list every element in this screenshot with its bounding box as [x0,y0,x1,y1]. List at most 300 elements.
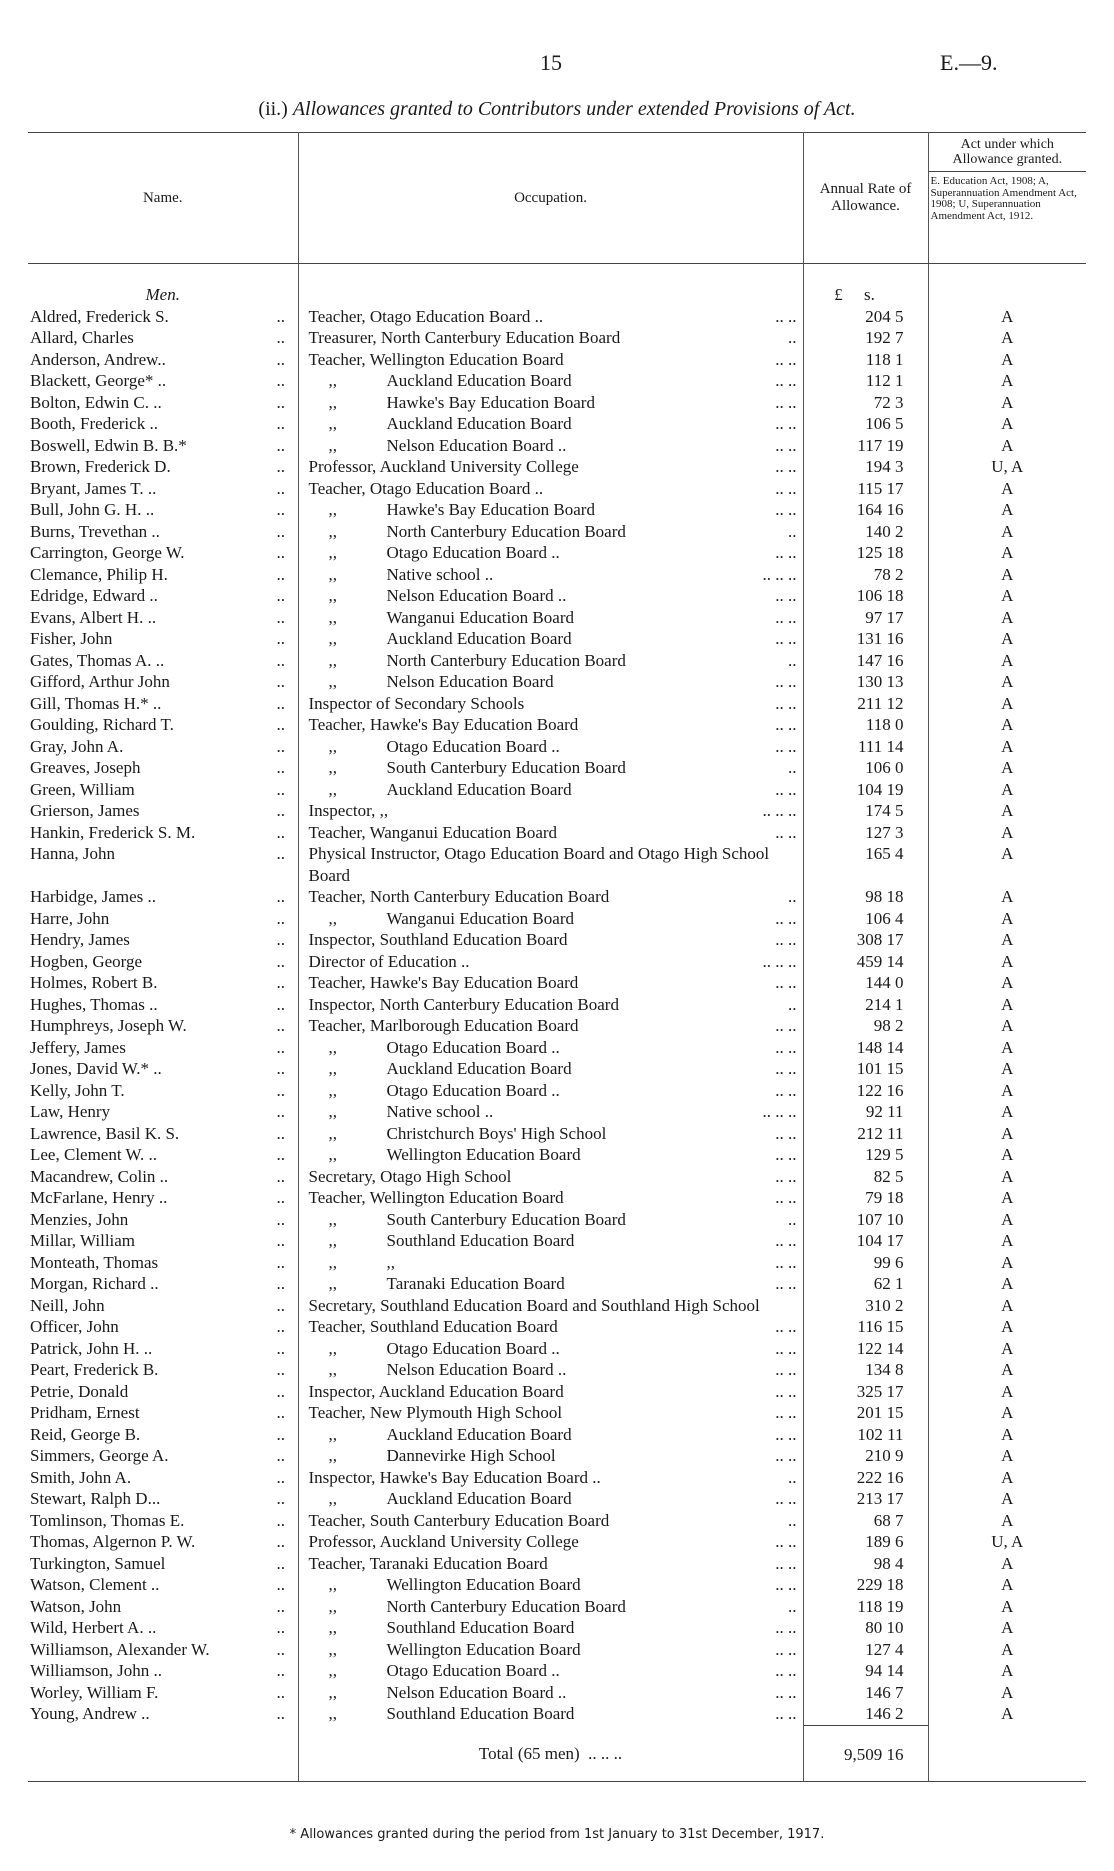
row-name-dots: .. [268,499,298,521]
row-occupation [298,1703,803,1725]
row-occupation [298,413,803,435]
row-occupation [298,1209,803,1231]
row-occupation [298,1402,803,1424]
row-occupation [298,607,803,629]
row-rate: 112 1 [803,370,928,392]
row-name: Tomlinson, Thomas E. [30,1510,185,1530]
row-occupation-text: Wanganui Education Board [386,908,574,928]
row-rate: 144 0 [803,972,928,994]
row-act: A [1001,650,1014,670]
row-act: A [1001,951,1014,971]
row-occupation [298,1080,803,1102]
row-name-dots: .. [268,435,298,457]
row-occupation-dots: .. [788,1510,797,1530]
row-rate: 140 2 [803,521,928,543]
row-occupation [298,800,803,822]
row-occupation-dots: .. .. .. [762,564,797,584]
row-occupation [298,1682,803,1704]
row-occupation-text: Nelson Education Board .. [386,1682,567,1702]
table-row [28,413,1086,435]
table-row [28,478,1086,500]
row-act: A [1001,693,1014,713]
table-row [28,499,1086,521]
row-name: Kelly, John T. [30,1080,125,1100]
row-occupation [298,1617,803,1639]
row-occupation [298,1424,803,1446]
row-occupation-dots: .. .. [775,306,797,326]
table-row [28,1058,1086,1080]
row-occupation [298,521,803,543]
table-row [28,585,1086,607]
row-rate: 122 14 [803,1338,928,1360]
row-name: Lee, Clement W. .. [30,1145,158,1164]
row-ditto: ,, [328,414,338,433]
row-act: A [1001,564,1014,584]
row-name-dots: .. [268,542,298,564]
row-occupation [298,1187,803,1209]
row-occupation-dots: .. .. [775,1231,797,1250]
row-act: A [1001,973,1014,992]
row-rate: 111 14 [803,736,928,758]
row-rate: 131 16 [803,628,928,650]
row-occupation-dots: .. .. [775,973,797,992]
row-occupation [298,392,803,414]
row-rate: 147 16 [803,650,928,672]
row-name: Hendry, James [30,930,130,949]
row-name: Humphreys, Joseph W. [30,1016,187,1035]
row-name-dots: .. [268,413,298,435]
table-row [28,671,1086,693]
row-occupation-text: Wellington Education Board [386,1145,581,1164]
total-value: 9,509 16 [803,1725,928,1782]
row-name-dots: .. [268,1488,298,1510]
row-act: A [1001,392,1014,412]
row-ditto: ,, [328,1618,338,1637]
row-act: A [1001,586,1014,605]
row-rate: 204 5 [803,306,928,328]
row-name: Carrington, George W. [30,543,185,562]
row-rate: 78 2 [803,564,928,586]
row-name: Turkington, Samuel [30,1553,166,1573]
row-ditto: ,, [328,758,338,777]
row-name-dots: .. [268,972,298,994]
row-name-dots: .. [268,456,298,478]
row-rate: 98 18 [803,886,928,908]
table-row [28,392,1086,414]
row-name: Williamson, Alexander W. [30,1639,210,1659]
row-occupation [298,1338,803,1360]
row-name: Allard, Charles [30,328,134,347]
row-occupation [298,650,803,672]
row-act: A [1001,887,1014,906]
units-pounds: £ [834,285,843,304]
row-occupation [298,1273,803,1295]
row-name-dots: .. [268,349,298,371]
row-name-dots: .. [268,564,298,586]
row-name: Wild, Herbert A. .. [30,1618,157,1637]
row-name: Burns, Trevethan .. [30,521,160,541]
row-occupation [298,951,803,973]
row-rate: 127 3 [803,822,928,844]
table-row [28,757,1086,779]
row-occupation-dots: .. .. [775,693,797,713]
row-occupation-text: Auckland Education Board [386,779,572,799]
row-occupation [298,1123,803,1145]
row-occupation-dots: .. .. [775,1682,797,1702]
row-ditto: ,, [328,500,338,519]
row-occupation [298,1359,803,1381]
row-name: Edridge, Edward .. [30,586,158,605]
row-act: A [1001,1317,1014,1336]
row-name-dots: .. [268,1510,298,1532]
row-act: A [1001,1682,1014,1702]
row-name: Booth, Frederick .. [30,414,158,433]
row-ditto: ,, [328,521,338,541]
row-name: Williamson, John .. [30,1661,163,1680]
row-rate: 308 17 [803,929,928,951]
row-occupation-dots: .. .. [775,908,797,928]
table-row [28,886,1086,908]
row-name-dots: .. [268,736,298,758]
table-row [28,1166,1086,1188]
row-occupation-dots: .. .. [775,1166,797,1186]
row-act: A [1001,1553,1014,1573]
row-occupation [298,929,803,951]
row-rate: 92 11 [803,1101,928,1123]
table-row [28,1015,1086,1037]
row-occupation-dots: .. .. [775,457,797,476]
table-row [28,564,1086,586]
row-occupation-text: Auckland Education Board [386,629,572,648]
row-occupation [298,435,803,457]
row-act: A [1001,1059,1014,1078]
row-ditto: ,, [328,1037,338,1057]
row-occupation-text: Nelson Education Board .. [386,586,567,605]
table-row [28,1488,1086,1510]
row-ditto: ,, [328,1338,338,1358]
row-act: A [1001,1575,1014,1594]
row-name-dots: .. [268,1080,298,1102]
row-occupation-dots: .. .. [775,586,797,605]
row-act: A [1001,672,1014,691]
row-occupation [298,972,803,994]
row-act: A [1001,1704,1014,1723]
row-occupation-text: North Canterbury Education Board [386,650,626,670]
table-row [28,1359,1086,1381]
row-name-dots: .. [268,1617,298,1639]
row-ditto: ,, [328,607,338,627]
col-header-rate: Annual Rate of Allowance. [803,133,928,264]
row-rate: 222 16 [803,1467,928,1489]
row-occupation [298,1574,803,1596]
row-occupation [298,736,803,758]
row-act: A [1001,607,1014,627]
row-occupation-text: Inspector, Auckland Education Board [308,1381,564,1401]
col-header-act [928,133,1086,264]
row-name: Watson, John [30,1596,122,1616]
row-occupation-dots: .. .. [775,1274,797,1293]
row-name-dots: .. [268,908,298,930]
allowances-table [28,132,1086,1782]
row-name: Pridham, Ernest [30,1403,140,1422]
row-rate: 106 4 [803,908,928,930]
row-rate: 146 2 [803,1703,928,1725]
row-name: Worley, William F. [30,1682,159,1702]
row-name: Gates, Thomas A. .. [30,650,165,670]
row-name-dots: .. [268,929,298,951]
row-name: Jones, David W.* .. [30,1059,162,1078]
row-name-dots: .. [268,1101,298,1123]
row-occupation-text: Inspector, Southland Education Board [308,930,568,949]
row-act: A [1001,1231,1014,1250]
row-occupation [298,327,803,349]
row-act: A [1001,1338,1014,1358]
row-occupation-text: Teacher, Otago Education Board .. [308,306,544,326]
row-name: Officer, John [30,1317,119,1336]
row-ditto: ,, [328,1252,338,1272]
row-occupation-dots: .. .. [775,779,797,799]
table-row [28,1037,1086,1059]
table-row [28,1510,1086,1532]
row-occupation [298,456,803,478]
row-rate: 146 7 [803,1682,928,1704]
row-occupation-dots: .. .. [775,822,797,842]
row-rate: 97 17 [803,607,928,629]
row-occupation-text: Teacher, South Canterbury Education Board [308,1510,610,1530]
row-occupation-text: Teacher, Taranaki Education Board [308,1553,548,1573]
row-occupation [298,478,803,500]
row-act: A [1001,349,1014,369]
row-rate: 201 15 [803,1402,928,1424]
row-ditto: ,, [328,1123,338,1143]
row-occupation [298,843,803,886]
row-name-dots: .. [268,757,298,779]
table-row [28,1424,1086,1446]
table-row [28,843,1086,886]
row-name-dots: .. [268,886,298,908]
row-name-dots: .. [268,1273,298,1295]
row-occupation [298,1445,803,1467]
row-occupation-dots: .. .. [775,1059,797,1078]
row-act: A [1001,543,1014,562]
row-act: A [1001,1274,1014,1293]
row-ditto: ,, [328,564,338,584]
row-occupation [298,1316,803,1338]
row-occupation-text: Inspector, North Canterbury Education Board [308,994,619,1014]
row-ditto: ,, [328,1661,338,1680]
table-row [28,1230,1086,1252]
row-act: A [1001,1424,1014,1444]
table-row [28,1123,1086,1145]
row-occupation-text: Treasurer, North Canterbury Education Board [308,328,621,347]
row-act: A [1001,1102,1014,1121]
row-occupation [298,671,803,693]
row-name-dots: .. [268,1338,298,1360]
row-occupation-text: Wellington Education Board [386,1575,581,1594]
row-occupation-dots: .. .. [775,1360,797,1379]
row-occupation-text: Teacher, Otago Education Board .. [308,478,544,498]
row-name: Monteath, Thomas [30,1252,159,1272]
table-row [28,1144,1086,1166]
row-name: Patrick, John H. .. [30,1338,153,1358]
units-label [803,264,928,306]
row-name: Evans, Albert H. .. [30,607,157,627]
row-act: A [1001,1037,1014,1057]
table-row [28,1531,1086,1553]
table-row [28,779,1086,801]
row-occupation-text: Nelson Education Board .. [386,435,567,455]
row-name-dots: .. [268,1639,298,1661]
row-rate: 127 4 [803,1639,928,1661]
row-name: Blackett, George* .. [30,371,167,390]
table-row [28,435,1086,457]
row-occupation-dots: .. .. [775,1123,797,1143]
row-act: A [1001,1467,1014,1487]
row-rate: 212 11 [803,1123,928,1145]
row-rate: 129 5 [803,1144,928,1166]
units-shillings: s. [863,285,875,304]
row-name: Law, Henry [30,1102,111,1121]
row-name-dots: .. [268,843,298,886]
row-occupation-text: Secretary, Otago High School [308,1166,512,1186]
table-row [28,1617,1086,1639]
table-row [28,994,1086,1016]
row-occupation-text: Teacher, Wellington Education Board [308,349,564,369]
table-row [28,521,1086,543]
row-act: A [1001,779,1014,799]
row-ditto: ,, [328,435,338,455]
row-ditto: ,, [328,1209,338,1229]
row-act: A [1001,435,1014,455]
row-ditto: ,, [328,543,338,562]
row-act: A [1001,521,1014,541]
row-rate: 189 6 [803,1531,928,1553]
row-name: Harre, John [30,908,110,928]
row-occupation-text: Auckland Education Board [386,1424,572,1444]
row-occupation-text: Otago Education Board .. [386,543,560,562]
row-occupation [298,757,803,779]
table-row [28,349,1086,371]
row-occupation-dots: .. .. [775,392,797,412]
row-name: Menzies, John [30,1209,129,1229]
row-rate: 80 10 [803,1617,928,1639]
row-occupation-dots: .. .. [775,1080,797,1100]
row-act: A [1001,1123,1014,1143]
title-text: Allowances granted to Contributors under extended Provisions of Act. [292,98,856,120]
row-occupation [298,1467,803,1489]
row-occupation-dots: .. .. [775,736,797,756]
row-occupation-dots: .. .. [775,1403,797,1422]
row-name: Neill, John [30,1295,105,1315]
row-name-dots: .. [268,1295,298,1317]
row-rate: 106 18 [803,585,928,607]
row-name: Clemance, Philip H. [30,564,168,584]
row-occupation-dots: .. .. [775,435,797,455]
row-rate: 72 3 [803,392,928,414]
table-row [28,306,1086,328]
row-name-dots: .. [268,1424,298,1446]
row-rate: 99 6 [803,1252,928,1274]
table-row [28,1596,1086,1618]
row-act: A [1001,822,1014,842]
row-occupation-text: Director of Education .. [308,951,470,971]
table-row [28,1445,1086,1467]
table-row [28,1295,1086,1317]
table-row [28,1080,1086,1102]
row-occupation-dots: .. .. [775,1446,797,1465]
table-row [28,1553,1086,1575]
row-name-dots: .. [268,1144,298,1166]
row-occupation [298,714,803,736]
row-act: A [1001,1360,1014,1379]
row-rate: 134 8 [803,1359,928,1381]
row-ditto: ,, [328,1080,338,1100]
row-act: A [1001,1489,1014,1508]
row-occupation-dots: .. .. [775,930,797,949]
row-act: A [1001,1618,1014,1637]
row-occupation-dots: .. .. [775,1016,797,1035]
row-occupation-text: Native school .. [386,564,494,584]
row-act: A [1001,994,1014,1014]
table-row [28,908,1086,930]
row-occupation-text: Auckland Education Board [386,1489,572,1508]
table-row [28,1252,1086,1274]
row-occupation-text: Teacher, Wanganui Education Board [308,822,558,842]
row-name-dots: .. [268,994,298,1016]
row-occupation [298,908,803,930]
row-rate: 118 1 [803,349,928,371]
row-occupation-dots: .. .. .. [762,801,797,820]
table-row [28,1187,1086,1209]
row-rate: 104 19 [803,779,928,801]
row-rate: 68 7 [803,1510,928,1532]
row-occupation [298,1144,803,1166]
row-occupation [298,1596,803,1618]
row-occupation [298,1037,803,1059]
row-occupation-text: Inspector, Hawke's Bay Education Board .. [308,1467,601,1487]
row-rate: 459 14 [803,951,928,973]
row-occupation-dots: .. .. [775,1317,797,1336]
row-rate: 94 14 [803,1660,928,1682]
row-occupation-dots: .. .. [775,607,797,627]
row-occupation [298,628,803,650]
row-ditto: ,, [328,1231,338,1250]
row-act: A [1001,1016,1014,1035]
row-name-dots: .. [268,1402,298,1424]
row-occupation-dots: .. [788,650,797,670]
row-name: Lawrence, Basil K. S. [30,1123,180,1143]
table-row [28,1316,1086,1338]
row-occupation-text: Teacher, Southland Education Board [308,1317,558,1336]
row-occupation-text: Southland Education Board [386,1231,575,1250]
row-occupation-dots: .. .. [775,1618,797,1637]
row-name-dots: .. [268,1531,298,1553]
row-rate: 192 7 [803,327,928,349]
row-rate: 229 18 [803,1574,928,1596]
row-act: A [1001,629,1014,648]
row-occupation-text: Auckland Education Board [386,371,572,390]
row-ditto: ,, [328,1639,338,1659]
row-name-dots: .. [268,714,298,736]
row-act: A [1001,1145,1014,1164]
row-occupation-text: Otago Education Board .. [386,1661,560,1680]
page-code: E.—9. [940,50,998,75]
row-act: A [1001,1188,1014,1207]
row-name-dots: .. [268,822,298,844]
row-occupation [298,585,803,607]
row-act: A [1001,414,1014,433]
table-row [28,1381,1086,1403]
